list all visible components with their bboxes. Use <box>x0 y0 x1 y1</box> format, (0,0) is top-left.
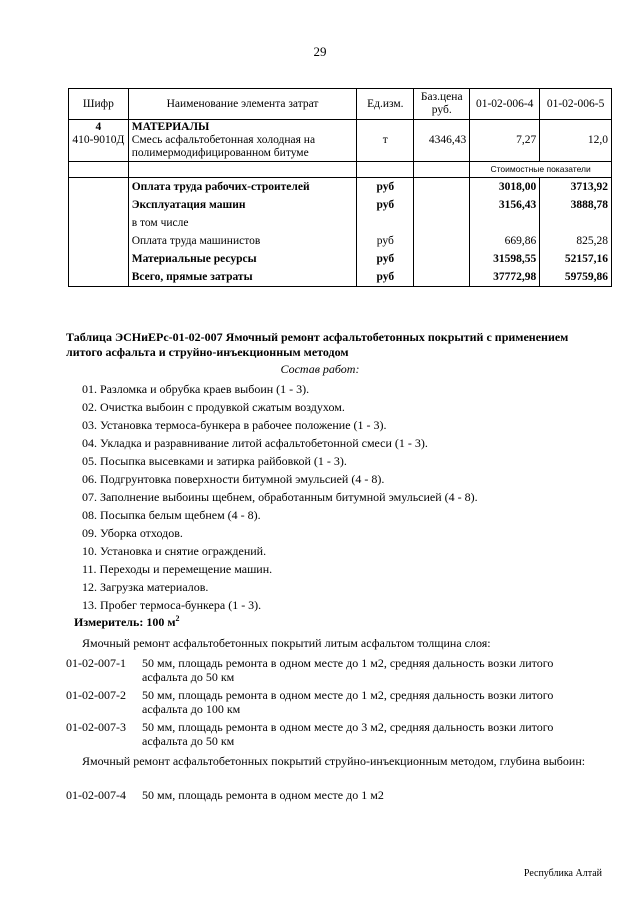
materials-section-number: 4 <box>95 121 102 133</box>
list-item: 11. Переходы и перемещение машин. <box>82 562 273 576</box>
cost-indicators-row <box>69 162 612 178</box>
list-item: 07. Заполнение выбоины щебнем, обработанным битумной эмульсией (4 - 8). <box>82 490 478 504</box>
meter-label: Измеритель: 100 м <box>74 615 176 629</box>
row-value-1: 37772,98 <box>470 268 540 287</box>
table-row <box>69 232 612 250</box>
item-description: 50 мм, площадь ремонта в одном месте до 1 м2 <box>142 788 384 802</box>
meter-line <box>74 614 180 630</box>
header-col-006-5: 01-02-006-5 <box>540 89 612 120</box>
header-col-006-4: 01-02-006-4 <box>470 89 540 120</box>
row-value-2: 3713,92 <box>540 178 612 197</box>
header-name: Наименование элемента затрат <box>128 89 357 120</box>
row-name: Эксплуатация машин <box>128 196 357 214</box>
item-code: 01-02-007-2 <box>66 688 126 702</box>
material-code: 410-9010Д <box>72 134 125 146</box>
table-header-row <box>69 89 612 120</box>
intro-liquid-asphalt: Ямочный ремонт асфальтобетонных покрытий литым асфальтом толщина слоя: <box>82 636 491 650</box>
composition-title: Состав работ: <box>280 362 360 376</box>
row-name: Всего, прямые затраты <box>128 268 357 287</box>
footer-region: Республика Алтай <box>523 868 602 879</box>
table-row <box>69 178 612 197</box>
row-unit: руб <box>357 250 414 268</box>
row-unit: руб <box>357 232 414 250</box>
list-item: 06. Подгрунтовка поверхности битумной эмульсией (4 - 8). <box>82 472 385 486</box>
work-list <box>82 380 478 614</box>
material-name: Смесь асфальтобетонная холодная на полимермодифицированном битуме <box>131 134 316 159</box>
row-value-1: 3018,00 <box>470 178 540 197</box>
header-base-price: Баз.цена руб. <box>414 89 470 120</box>
list-item: 10. Установка и снятие ограждений. <box>82 544 267 558</box>
materials-title: МАТЕРИАЛЫ <box>131 121 210 133</box>
row-value-1: 669,86 <box>470 232 540 250</box>
item-code: 01-02-007-3 <box>66 720 126 734</box>
meter-superscript: 2 <box>175 614 180 623</box>
table-row <box>69 250 612 268</box>
table-caption: Таблица ЭСНиЕРс-01-02-007 Ямочный ремонт асфальтобетонных покрытий с применением литого асфальта и струйно-инъекционным методом <box>66 330 569 359</box>
item-description: 50 мм, площадь ремонта в одном месте до 3 м2, средняя дальность возки литого асфальта до 50 км <box>142 720 554 748</box>
row-value-2: 59759,86 <box>540 268 612 287</box>
intro-jet-injection: Ямочный ремонт асфальтобетонных покрытий струйно-инъекционным методом, глубина выбоин: <box>82 754 586 768</box>
header-code: Шифр <box>69 89 129 120</box>
row-unit: руб <box>357 178 414 197</box>
row-value-1: 3156,43 <box>470 196 540 214</box>
material-unit: т <box>357 120 414 162</box>
row-value-2: 825,28 <box>540 232 612 250</box>
item-code: 01-02-007-1 <box>66 656 126 670</box>
cost-table <box>68 88 612 287</box>
row-unit: руб <box>357 196 414 214</box>
table-row <box>69 214 612 232</box>
item-code: 01-02-007-4 <box>66 788 126 802</box>
row-name: Оплата труда машинистов <box>128 232 357 250</box>
list-item: 12. Загрузка материалов. <box>82 580 209 594</box>
material-base-price: 4346,43 <box>414 120 470 162</box>
material-value-1: 7,27 <box>470 120 540 162</box>
row-name: Материальные ресурсы <box>128 250 357 268</box>
list-item: 05. Посыпка высевками и затирка райбовкой (1 - 3). <box>82 454 347 468</box>
row-value-2: 52157,16 <box>540 250 612 268</box>
page-number: 29 <box>313 44 327 59</box>
row-unit: руб <box>357 268 414 287</box>
list-item: 09. Уборка отходов. <box>82 526 183 540</box>
row-value-1: 31598,55 <box>470 250 540 268</box>
list-item: 04. Укладка и разравнивание литой асфальтобетонной смеси (1 - 3). <box>82 436 428 450</box>
header-unit: Ед.изм. <box>357 89 414 120</box>
list-item: 08. Посыпка белым щебнем (4 - 8). <box>82 508 261 522</box>
list-item: 02. Очистка выбоин с продувкой сжатым воздухом. <box>82 400 345 414</box>
cost-indicators-label: Стоимостные показатели <box>470 162 612 178</box>
materials-row <box>69 120 612 162</box>
material-value-2: 12,0 <box>540 120 612 162</box>
list-item: 13. Пробег термоса-бункера (1 - 3). <box>82 598 262 612</box>
table-row <box>69 268 612 287</box>
list-item: 01. Разломка и обрубка краев выбоин (1 - 3). <box>82 382 310 396</box>
row-name: Оплата труда рабочих-строителей <box>128 178 357 197</box>
table-row <box>69 196 612 214</box>
row-name: в том числе <box>128 214 357 232</box>
list-item: 03. Установка термоса-бункера в рабочее положение (1 - 3). <box>82 418 387 432</box>
row-value-2: 3888,78 <box>540 196 612 214</box>
item-description: 50 мм, площадь ремонта в одном месте до 1 м2, средняя дальность возки литого асфальта до 100 км <box>142 688 554 716</box>
item-description: 50 мм, площадь ремонта в одном месте до 1 м2, средняя дальность возки литого асфальта до 50 км <box>142 656 554 684</box>
